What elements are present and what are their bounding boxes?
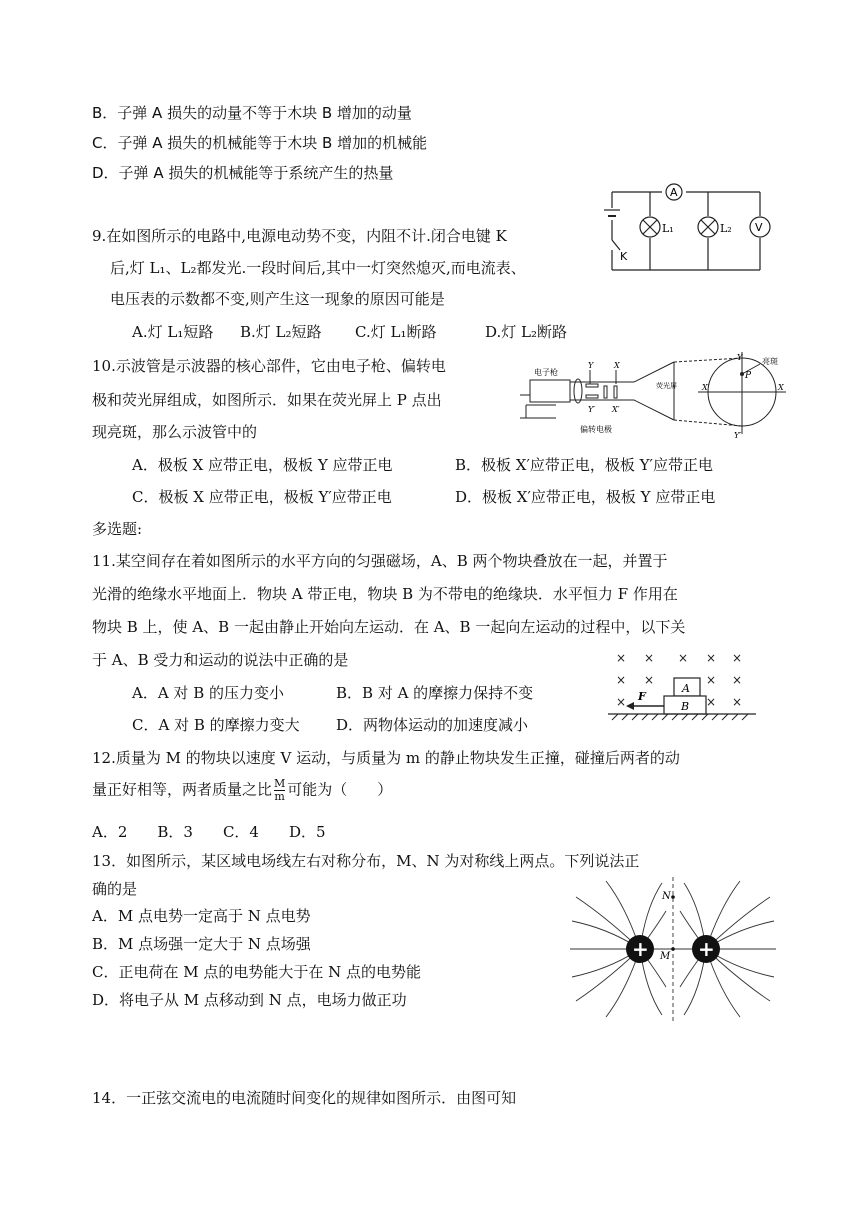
plate-xp-label: X′ — [612, 405, 620, 414]
svg-text:×: × — [706, 695, 717, 709]
screen-y-label: Y — [737, 353, 743, 362]
electric-field-diagram — [566, 877, 780, 1021]
q11-option-d: D．两物体运动的加速度减小 — [336, 716, 529, 734]
svg-text:×: × — [732, 695, 743, 709]
mass-ratio-fraction — [274, 778, 285, 803]
q13-option-b: B．M 点场强一定大于 N 点场强 — [92, 935, 311, 953]
force-f-label: F — [638, 690, 646, 703]
q14-stem-1: 14．一正弦交流电的电流随时间变化的规律如图所示．由图可知 — [92, 1089, 517, 1107]
q8-option-c: C．子弹 A 损失的机械能等于木块 B 增加的机械能 — [92, 134, 428, 152]
deflect-electrode-label: 偏转电极 — [580, 425, 612, 434]
block-b-label: B — [681, 700, 690, 713]
q13-stem-1: 13．如图所示，某区域电场线左右对称分布，M、N 为对称线上两点。下列说法正 — [92, 852, 640, 870]
q8-option-d: D．子弹 A 损失的机械能等于系统产生的热量 — [92, 164, 394, 182]
svg-text:×: × — [732, 673, 743, 687]
fraction-numerator: M — [274, 777, 286, 790]
q12-options: A．2 B．3 C．4 D．5 — [92, 823, 326, 841]
q13-option-c: C．正电荷在 M 点的电势能大于在 N 点的电势能 — [92, 963, 422, 981]
q9-option-a: A.灯 L₁短路 — [132, 323, 214, 341]
q10-option-a: A．极板 X 应带正电，极板 Y 应带正电 — [132, 456, 393, 474]
q10-option-c: C．极板 X 应带正电，极板 Y′应带正电 — [132, 488, 392, 506]
point-p-label: P — [745, 371, 752, 381]
point-n-label: N — [662, 891, 671, 902]
q10-stem-1: 10.示波管是示波器的核心部件，它由电子枪、偏转电 — [92, 357, 446, 375]
lamp1-label: L₁ — [662, 222, 674, 235]
q8-option-b: B．子弹 A 损失的动量不等于木块 B 增加的动量 — [92, 104, 412, 122]
q9-stem-2: 后,灯 L₁、L₂都发光.一段时间后,其中一灯突然熄灭,而电流表、 — [110, 259, 526, 277]
lamp2-label: L₂ — [720, 222, 732, 235]
q11-stem-2: 光滑的绝缘水平地面上．物块 A 带正电，物块 B 为不带电的绝缘块．水平恒力 F 作用在 — [92, 585, 678, 603]
q10-option-b: B．极板 X′应带正电，极板 Y′应带正电 — [455, 456, 713, 474]
right-charge-sign: + — [698, 937, 715, 961]
q11-option-c: C．A 对 B 的摩擦力变大 — [132, 716, 300, 734]
voltmeter-label: V — [755, 221, 763, 234]
q9-option-b: B.灯 L₂短路 — [240, 323, 322, 341]
electron-gun-label: 电子枪 — [534, 368, 558, 377]
key-label: K — [620, 250, 628, 263]
plate-yp-label: Y′ — [588, 405, 596, 414]
q12-stem-2a: 量正好相等，两者质量之比 — [92, 780, 273, 799]
point-m-label: M — [660, 951, 671, 962]
q10-stem-2: 极和荧光屏组成，如图所示．如果在荧光屏上 P 点出 — [92, 391, 442, 409]
svg-text:×: × — [616, 673, 627, 687]
q10-option-d: D．极板 X′应带正电，极板 Y 应带正电 — [455, 488, 716, 506]
q10-stem-3: 现亮斑，那么示波管中的 — [92, 423, 258, 441]
q13-option-a: A．M 点电势一定高于 N 点电势 — [92, 907, 311, 925]
section-multi-choice: 多选题: — [92, 520, 143, 538]
q11-option-a: A．A 对 B 的压力变小 — [132, 684, 284, 702]
magnetic-field-diagram — [608, 648, 756, 736]
q11-stem-1: 11.某空间存在着如图所示的水平方向的匀强磁场，A、B 两个物块叠放在一起，并置于 — [92, 552, 668, 570]
plate-x-label: X — [614, 361, 620, 370]
screen-label: 荧光屏 — [656, 382, 677, 390]
block-a-label: A — [682, 682, 690, 695]
q11-option-b: B．B 对 A 的摩擦力保持不变 — [336, 684, 534, 702]
q9-stem-1: 9.在如图所示的电路中,电源电动势不变，内阻不计.闭合电键 K — [92, 227, 507, 245]
plate-y-label: Y — [588, 361, 594, 370]
q11-stem-3: 物块 B 上，使 A、B 一起由静止开始向左运动．在 A、B 一起向左运动的过程中，以下关 — [92, 618, 686, 636]
screen-xp-label: X′ — [702, 383, 710, 392]
q11-stem-4: 于 A、B 受力和运动的说法中正确的是 — [92, 651, 349, 669]
left-charge-sign: + — [632, 937, 649, 961]
fraction-denominator: m — [274, 790, 285, 803]
svg-text:×: × — [706, 651, 717, 665]
screen-yp-label: Y′ — [734, 431, 742, 440]
screen-x-label: X — [778, 383, 784, 392]
q13-stem-2: 确的是 — [92, 880, 138, 898]
svg-text:×: × — [644, 673, 655, 687]
svg-text:×: × — [732, 651, 743, 665]
q9-option-d: D.灯 L₂断路 — [485, 323, 568, 341]
q12-stem-2 — [92, 778, 392, 803]
q9-option-c: C.灯 L₁断路 — [355, 323, 437, 341]
svg-text:×: × — [616, 695, 627, 709]
q9-stem-3: 电压表的示数都不变,则产生这一现象的原因可能是 — [110, 290, 445, 308]
q12-stem-1: 12.质量为 M 的物块以速度 V 运动，与质量为 m 的静止物块发生正撞，碰撞后两者的动 — [92, 749, 680, 767]
ammeter-label: A — [670, 186, 678, 199]
svg-text:×: × — [678, 651, 689, 665]
svg-text:×: × — [644, 651, 655, 665]
circuit-diagram — [592, 180, 772, 275]
bright-spot-label: 亮斑 — [762, 357, 778, 366]
q13-option-d: D．将电子从 M 点移动到 N 点，电场力做正功 — [92, 991, 407, 1009]
svg-text:×: × — [616, 651, 627, 665]
q12-stem-2b: 可能为（ ） — [287, 780, 393, 799]
svg-text:×: × — [706, 673, 717, 687]
oscilloscope-diagram — [516, 350, 801, 440]
